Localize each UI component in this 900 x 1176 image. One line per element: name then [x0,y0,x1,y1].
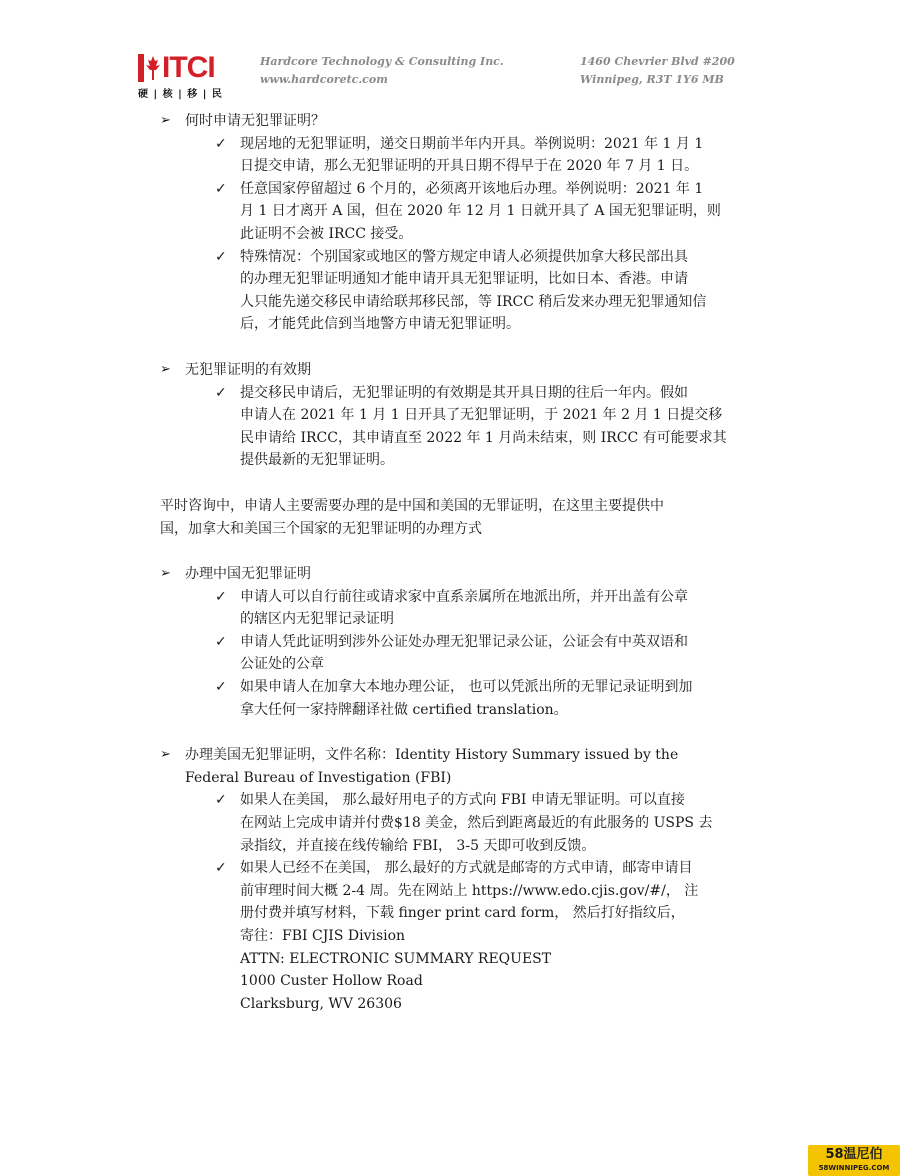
text-line: 后，才能凭此信到当地警方申请无犯罪证明。 [240,316,520,333]
company-logo [138,51,246,100]
section-validity [160,359,780,382]
company-name: Hardcore Technology & Consulting Inc. [260,55,504,68]
text-line: 日提交申请，那么无犯罪证明的开具日期不得早于在 2020 年 7 月 1 日。 [240,158,699,175]
check-icon: ✓ [215,588,227,605]
list-item [160,631,780,676]
site-watermark-badge [808,1145,900,1176]
address-line-2: Winnipeg, R3T 1Y6 MB [580,73,724,86]
logo-bar [138,54,144,82]
text-line: 人只能先递交移民申请给联邦移民部，等 IRCC 稍后发来办理无犯罪通知信 [240,293,707,310]
section-title: 办理中国无犯罪证明 [185,566,311,583]
section-when-to-apply [160,110,780,133]
text-line: 如果人在美国， 那么最好用电子的方式向 FBI 申请无罪证明。可以直接 [240,792,685,809]
list-item [160,857,780,947]
text-line: 申请人凭此证明到涉外公证处办理无犯罪记录公证，公证会有中英双语和 [240,633,688,650]
list-item [160,178,780,246]
check-icon: ✓ [215,633,227,650]
list-item [160,789,780,857]
list-item [160,676,780,721]
company-website[interactable]: www.hardcoretc.com [260,73,388,86]
section-china [160,563,780,586]
text-line: 的办理无犯罪证明通知才能申请开具无犯罪证明，比如日本、香港。申请 [240,271,688,288]
address-line-1: 1460 Chevrier Blvd #200 [580,55,735,68]
text-line: 申请人在 2021 年 1 月 1 日开具了无犯罪证明，于 2021 年 2 月 1 日提交移 [240,407,723,424]
section-title: 办理美国无犯罪证明，文件名称：Identity History Summary issued by the [185,747,679,764]
section-usa [160,744,780,789]
mailing-address-line: ATTN: ELECTRONIC SUMMARY REQUEST [240,950,552,967]
text-line: 国，加拿大和美国三个国家的无犯罪证明的办理方式 [160,520,482,537]
section-title: 无犯罪证明的有效期 [185,361,311,378]
section-title: Federal Bureau of Investigation (FBI) [185,769,452,786]
check-icon: ✓ [215,679,227,696]
text-line: 提交移民申请后，无犯罪证明的有效期是其开具日期的往后一年内。假如 [240,384,688,401]
text-line: 此证明不会被 IRCC 接受。 [240,225,413,242]
text-line: 现居地的无犯罪证明，递交日期前半年内开具。举例说明：2021 年 1 月 1 [240,135,704,152]
text-line: 在网站上完成申请并付费$18 美金，然后到距离最近的有此服务的 USPS 去 [240,815,713,832]
check-icon: ✓ [215,135,227,152]
mailing-address-line: Clarksburg, WV 26306 [240,995,402,1012]
section-title: 何时申请无犯罪证明？ [185,113,325,129]
arrow-bullet-icon: ➢ [160,747,171,763]
list-item [160,586,780,631]
text-line: 的辖区内无犯罪记录证明 [240,611,394,628]
check-icon: ✓ [215,384,227,401]
list-item [160,133,780,178]
maple-leaf-icon [146,54,160,82]
text-line: 拿大任何一家持牌翻译社做 certified translation。 [240,701,568,718]
text-line: 前审理时间大概 2-4 周。先在网站上 https://www.edo.cjis.gov/#/， 注 [240,882,699,899]
list-item [160,246,780,336]
text-line: 录指纹，并直接在线传输给 FBI， 3-5 天即可收到反馈。 [240,837,596,854]
text-line: 月 1 日才离开 A 国，但在 2020 年 12 月 1 日就开具了 A 国无犯罪证明，则 [240,203,721,220]
logo-text: ITCI [162,51,215,84]
badge-url: 58WINNIPEG.COM [818,1164,890,1172]
text-line: 如果申请人在加拿大本地办理公证， 也可以凭派出所的无罪记录证明到加 [240,679,693,696]
mailing-address-line: 1000 Custer Hollow Road [240,973,423,990]
check-icon: ✓ [215,860,227,877]
list-item [160,382,780,472]
document-body [160,110,780,1015]
text-line: 如果人已经不在美国， 那么最好的方式就是邮寄的方式申请，邮寄申请目 [240,860,693,877]
badge-title: 58温尼伯 [825,1147,883,1162]
text-line: 册付费并填写材料，下载 finger print card form， 然后打好指纹后， [240,905,685,922]
check-icon: ✓ [215,180,227,197]
logo-subtitle: 硬 | 核 | 移 | 民 [138,89,223,100]
arrow-bullet-icon: ➢ [160,113,171,128]
text-line: 提供最新的无犯罪证明。 [240,452,394,469]
text-line: 特殊情况：个别国家或地区的警方规定申请人必须提供加拿大移民部出具 [240,248,688,265]
text-line: 平时咨询中，申请人主要需要办理的是中国和美国的无罪证明，在这里主要提供中 [160,497,664,514]
intro-paragraph [160,495,780,540]
check-icon: ✓ [215,792,227,809]
arrow-bullet-icon: ➢ [160,566,171,582]
text-line: 申请人可以自行前往或请求家中直系亲属所在地派出所，并开出盖有公章 [240,588,688,605]
text-line: 寄往：FBI CJIS Division [240,928,406,944]
arrow-bullet-icon: ➢ [160,361,171,377]
text-line: 公证处的公章 [240,656,324,673]
text-line: 民申请给 IRCC，其申请直至 2022 年 1 月尚未结束，则 IRCC 有可能要求其 [240,429,727,446]
text-line: 任意国家停留超过 6 个月的，必须离开该地后办理。举例说明：2021 年 1 [240,180,704,197]
check-icon: ✓ [215,248,227,265]
